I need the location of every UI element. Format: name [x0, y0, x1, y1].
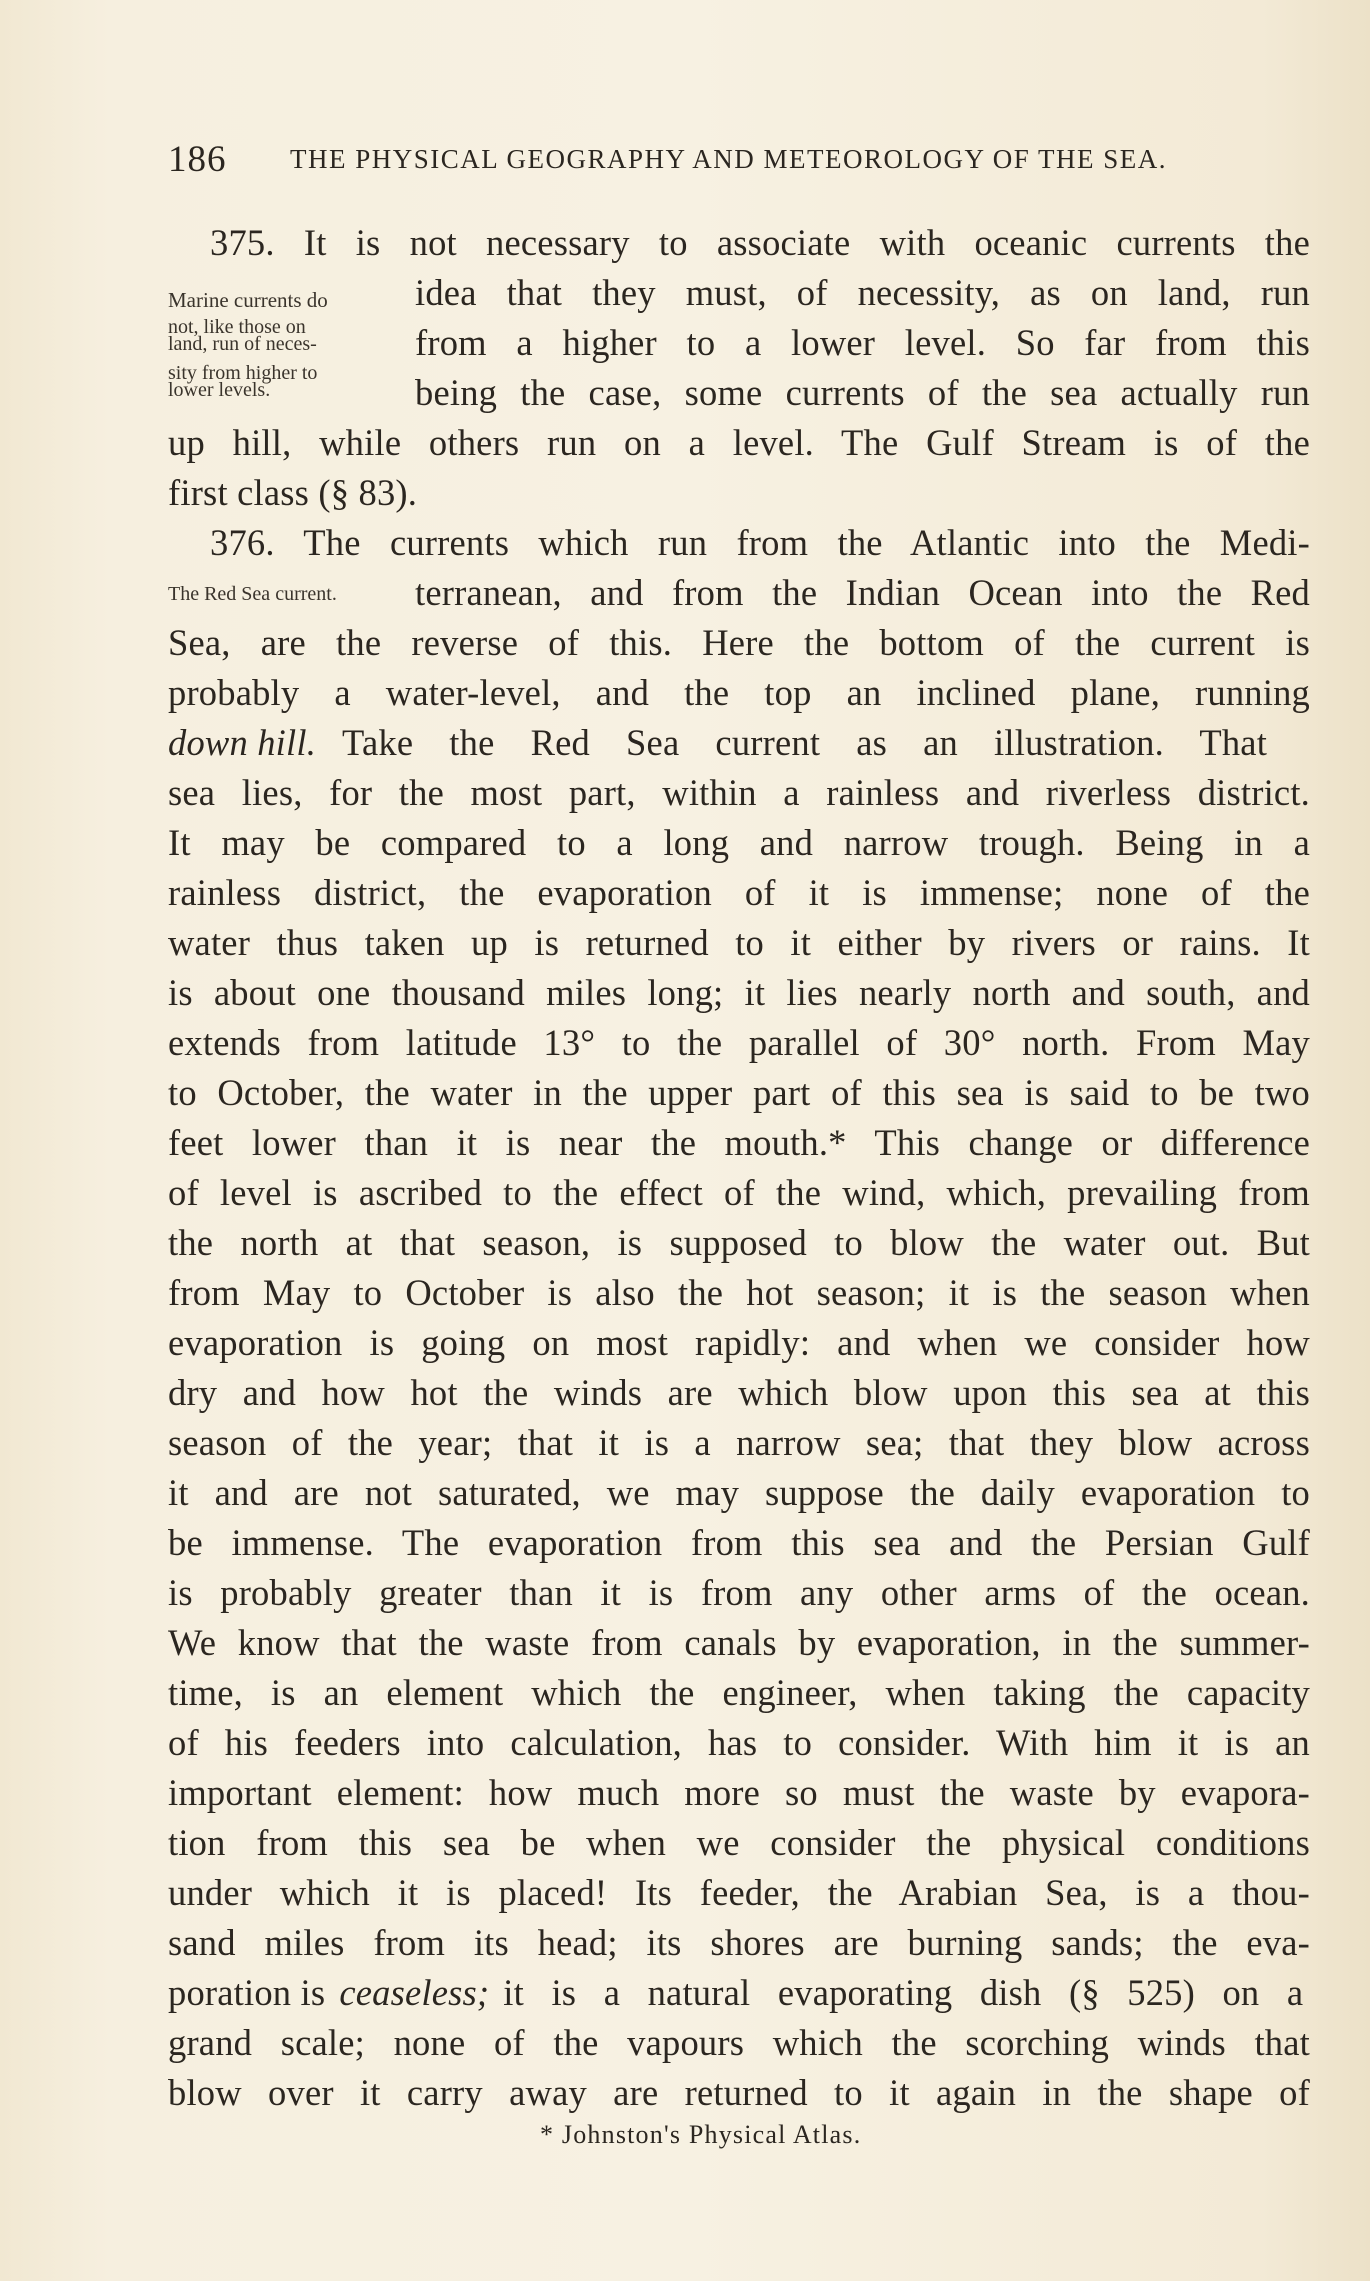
body-line-38: blow over it carry away are returned to it again in the shape of — [168, 2072, 1310, 2113]
body-line-1: 375. It is not necessary to associate with oceanic currents the — [210, 222, 1310, 263]
body-line-28: is probably greater than it is from any other arms of the ocean. — [168, 1572, 1310, 1613]
body-line-35: sand miles from its head; its shores are burning sands; the eva- — [168, 1922, 1310, 1963]
italic-phrase-down-hill: down hill. — [168, 722, 317, 763]
running-head: THE PHYSICAL GEOGRAPHY AND METEOROLOGY OF THE SEA. — [290, 144, 1168, 174]
body-line-36: poration is ceaseless; it is a natural evaporating dish (§ 525) on a — [168, 1972, 1304, 2013]
margin-note-red-sea-current: The Red Sea current. — [168, 583, 337, 605]
body-line-19: feet lower than it is near the mouth.* This change or difference — [168, 1122, 1310, 1163]
body-line-30: time, is an element which the engineer, when taking the capacity — [168, 1672, 1310, 1713]
body-line-34: under which it is placed! Its feeder, the Arabian Sea, is a thou- — [168, 1872, 1310, 1913]
body-line-9: Sea, are the reverse of this. Here the bottom of the current is — [168, 622, 1310, 663]
body-line-5: up hill, while others run on a level. The Gulf Stream is of the — [168, 422, 1310, 463]
body-line-26: it and are not saturated, we may suppose the daily evaporation to — [168, 1472, 1310, 1513]
page-header — [168, 138, 1276, 188]
body-line-24: dry and how hot the winds are which blow upon this sea at this — [168, 1372, 1310, 1413]
body-line-11: down hill. Take the Red Sea current as an illustration. That — [168, 722, 1268, 763]
body-line-2: idea that they must, of necessity, as on land, run — [415, 272, 1310, 313]
body-line-7: 376. The currents which run from the Atlantic into the Medi- — [210, 522, 1310, 563]
body-line-6: first class (§ 83). — [168, 472, 418, 513]
body-line-27: be immense. The evaporation from this sea and the Persian Gulf — [168, 1522, 1310, 1563]
body-line-33: tion from this sea be when we consider the physical conditions — [168, 1822, 1310, 1863]
body-line-29: We know that the waste from canals by evaporation, in the summer- — [168, 1622, 1310, 1663]
body-line-4: being the case, some currents of the sea actually run — [415, 372, 1310, 413]
margin-note-marine-currents-5: lower levels. — [168, 379, 271, 401]
body-line-20: of level is ascribed to the effect of the wind, which, prevailing from — [168, 1172, 1310, 1213]
margin-note-marine-currents-2: not, like those on — [168, 316, 306, 338]
body-line-15: water thus taken up is returned to it either by rivers or rains. It — [168, 922, 1310, 963]
page-number: 186 — [168, 139, 227, 180]
body-line-14: rainless district, the evaporation of it is immense; none of the — [168, 872, 1310, 913]
body-line-13: It may be compared to a long and narrow trough. Being in a — [168, 822, 1310, 863]
body-line-31: of his feeders into calculation, has to consider. With him it is an — [168, 1722, 1310, 1763]
body-line-32: important element: how much more so must the waste by evapora- — [168, 1772, 1310, 1813]
body-line-21: the north at that season, is supposed to blow the water out. But — [168, 1222, 1310, 1263]
italic-word-ceaseless: ceaseless; — [339, 1972, 490, 2013]
margin-note-marine-currents-3: land, run of neces- — [168, 333, 317, 355]
body-line-37: grand scale; none of the vapours which the scorching winds that — [168, 2022, 1310, 2063]
body-line-10: probably a water-level, and the top an inclined plane, running — [168, 672, 1310, 713]
body-line-22: from May to October is also the hot season; it is the season when — [168, 1272, 1310, 1313]
body-line-23: evaporation is going on most rapidly: and when we consider how — [168, 1322, 1310, 1363]
body-line-3: from a higher to a lower level. So far from this — [415, 322, 1310, 363]
body-line-25: season of the year; that it is a narrow sea; that they blow across — [168, 1422, 1310, 1463]
body-line-8: terranean, and from the Indian Ocean into the Red — [415, 572, 1310, 613]
body-line-17: extends from latitude 13° to the parallel of 30° north. From May — [168, 1022, 1310, 1063]
body-line-12: sea lies, for the most part, within a rainless and riverless district. — [168, 772, 1310, 813]
margin-note-marine-currents-1: Marine currents do — [168, 288, 328, 312]
body-line-18: to October, the water in the upper part of this sea is said to be two — [168, 1072, 1310, 1113]
body-line-16: is about one thousand miles long; it lies nearly north and south, and — [168, 972, 1310, 1013]
footnote: * Johnston's Physical Atlas. — [540, 2120, 862, 2149]
margin-note-marine-currents-4: sity from higher to — [168, 362, 318, 384]
